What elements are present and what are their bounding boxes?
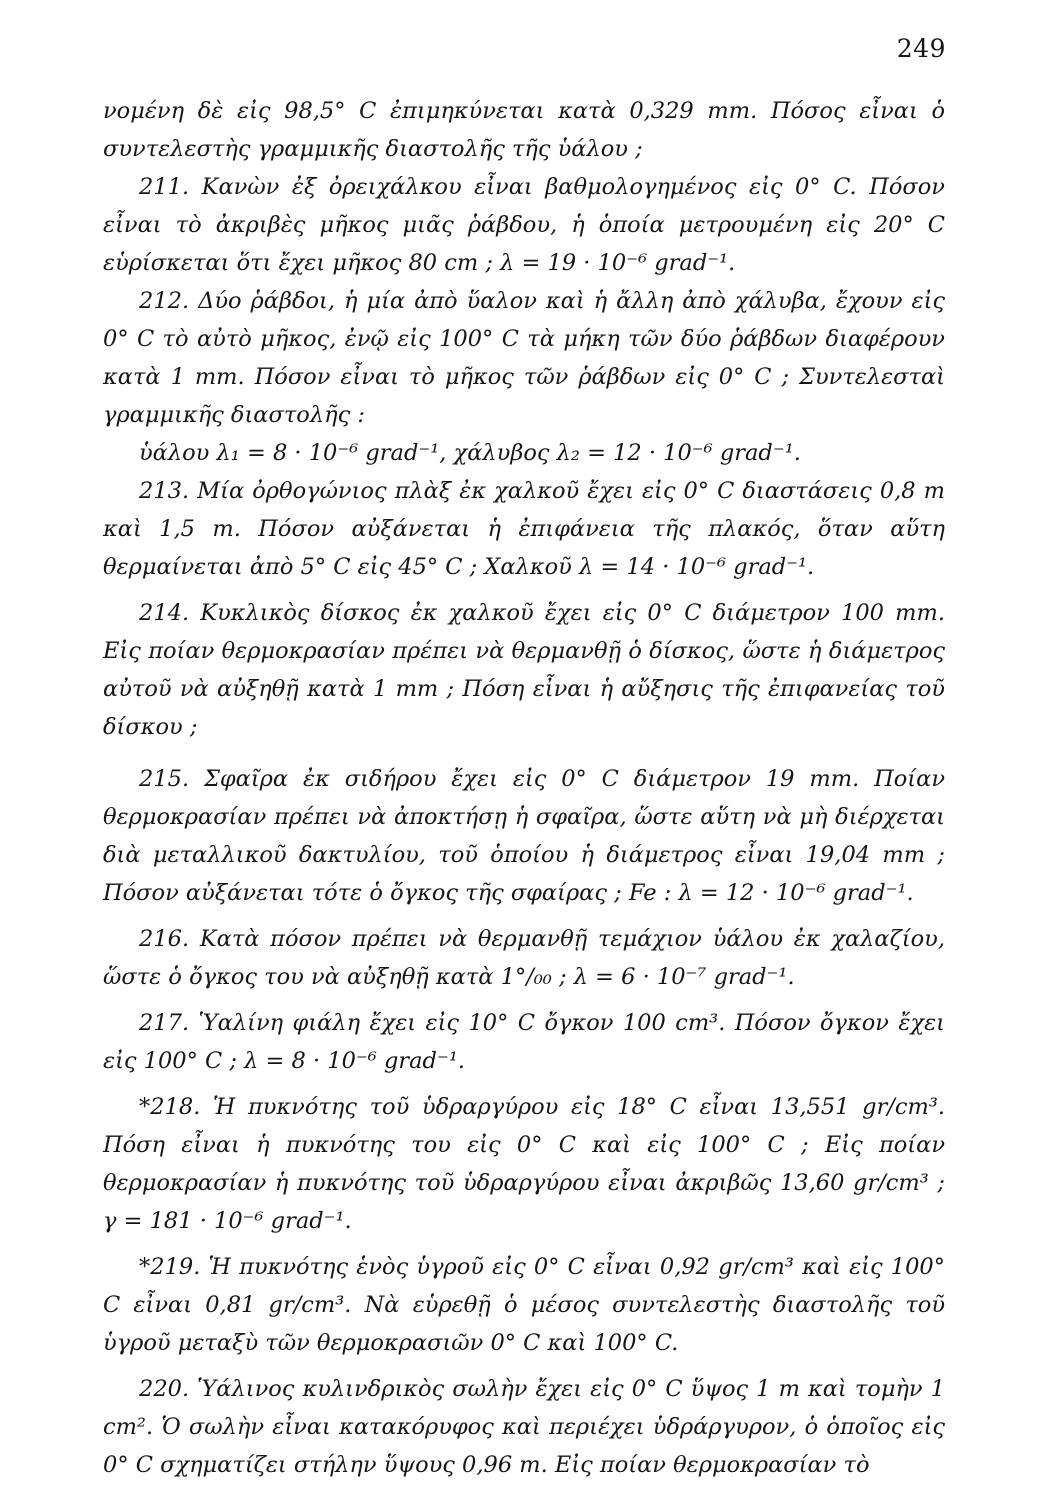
problem-218: *218. Ἡ πυκνότης τοῦ ὑδραργύρου εἰς 18° C εἶναι 13,551 gr/cm³. Πόση εἶναι ἡ πυκνότης του εἰς 0° C καὶ εἰς 100° C ; Εἰς ποίαν θερμοκρασίαν ἡ πυκνότης τοῦ ὑδραργύρου εἶναι ἀκριβῶς 13,60 gr/cm³ ; γ = 181 · 10⁻⁶ grad⁻¹. [103,1094,945,1234]
page-body [103,92,945,1484]
problem-212: 212. Δύο ῥάβδοι, ἡ μία ἀπὸ ὕαλον καὶ ἡ ἄλλη ἀπὸ χάλυβα, ἔχουν εἰς 0° C τὸ αὐτὸ μῆκος, ἐνῷ εἰς 100° C τὰ μήκη τῶν δύο ῥάβδων διαφέρουν κατὰ 1 mm. Πόσον εἶναι τὸ μῆκος τῶν ῥάβδων εἰς 0° C ; Συντελεσταὶ γραμμικῆς διαστολῆς : [103,288,945,428]
problem-212-formula: ὑάλου λ₁ = 8 · 10⁻⁶ grad⁻¹, χάλυβος λ₂ = 12 · 10⁻⁶ grad⁻¹. [139,440,801,466]
problem-213: 213. Μία ὀρθογώνιος πλὰξ ἐκ χαλκοῦ ἔχει εἰς 0° C διαστάσεις 0,8 m καὶ 1,5 m. Πόσον αὐξάνεται ἡ ἐπιφάνεια τῆς πλακός, ὅταν αὕτη θερμαίνεται ἀπὸ 5° C εἰς 45° C ; Χαλκοῦ λ = 14 · 10⁻⁶ grad⁻¹. [103,478,945,580]
problem-215: 215. Σφαῖρα ἐκ σιδήρου ἔχει εἰς 0° C διάμετρον 19 mm. Ποίαν θερμοκρασίαν πρέπει νὰ ἀποκτήσῃ ἡ σφαῖρα, ὥστε αὕτη νὰ μὴ διέρχεται διὰ μεταλλικοῦ δακτυλίου, τοῦ ὁποίου ἡ διάμετρος εἶναι 19,04 mm ; Πόσον αὐξάνεται τότε ὁ ὄγκος τῆς σφαίρας ; Fe : λ = 12 · 10⁻⁶ grad⁻¹. [103,766,945,906]
problem-211: 211. Κανὼν ἐξ ὀρειχάλκου εἶναι βαθμολογημένος εἰς 0° C. Πόσον εἶναι τὸ ἀκριβὲς μῆκος μιᾶς ῥάβδου, ἡ ὁποία μετρουμένη εἰς 20° C εὑρίσκεται ὅτι ἔχει μῆκος 80 cm ; λ = 19 · 10⁻⁶ grad⁻¹. [103,174,945,276]
problem-216: 216. Κατὰ πόσον πρέπει νὰ θερμανθῇ τεμάχιον ὑάλου ἐκ χαλαζίου, ὥστε ὁ ὄγκος του νὰ αὐξηθῇ κατὰ 1°/₀₀ ; λ = 6 · 10⁻⁷ grad⁻¹. [103,926,945,990]
paragraph-continuation: νομένη δὲ εἰς 98,5° C ἐπιμηκύνεται κατὰ 0,329 mm. Πόσος εἶναι ὁ συντελεστὴς γραμμικῆς διαστολῆς τῆς ὑάλου ; [103,98,945,162]
problem-219: *219. Ἡ πυκνότης ἑνὸς ὑγροῦ εἰς 0° C εἶναι 0,92 gr/cm³ καὶ εἰς 100° C εἶναι 0,81 gr/cm³. Νὰ εὑρεθῇ ὁ μέσος συντελεστὴς διαστολῆς τοῦ ὑγροῦ μεταξὺ τῶν θερμοκρασιῶν 0° C καὶ 100° C. [103,1254,945,1356]
problem-214: 214. Κυκλικὸς δίσκος ἐκ χαλκοῦ ἔχει εἰς 0° C διάμετρον 100 mm. Εἰς ποίαν θερμοκρασίαν πρέπει νὰ θερμανθῇ ὁ δίσκος, ὥστε ἡ διάμετρος αὐτοῦ νὰ αὐξηθῇ κατὰ 1 mm ; Πόση εἶναι ἡ αὔξησις τῆς ἐπιφανείας τοῦ δίσκου ; [103,600,945,740]
page-number: 249 [896,34,946,63]
problem-220: 220. Ὑάλινος κυλινδρικὸς σωλὴν ἔχει εἰς 0° C ὕψος 1 m καὶ τομὴν 1 cm². Ὁ σωλὴν εἶναι κατακόρυφος καὶ περιέχει ὑδράργυρον, ὁ ὁποῖος εἰς 0° C σχηματίζει στήλην ὕψους 0,96 m. Εἰς ποίαν θερμοκρασίαν τὸ [103,1376,945,1478]
problem-217: 217. Ὑαλίνη φιάλη ἔχει εἰς 10° C ὄγκον 100 cm³. Πόσον ὄγκον ἔχει εἰς 100° C ; λ = 8 · 10⁻⁶ grad⁻¹. [103,1010,945,1074]
